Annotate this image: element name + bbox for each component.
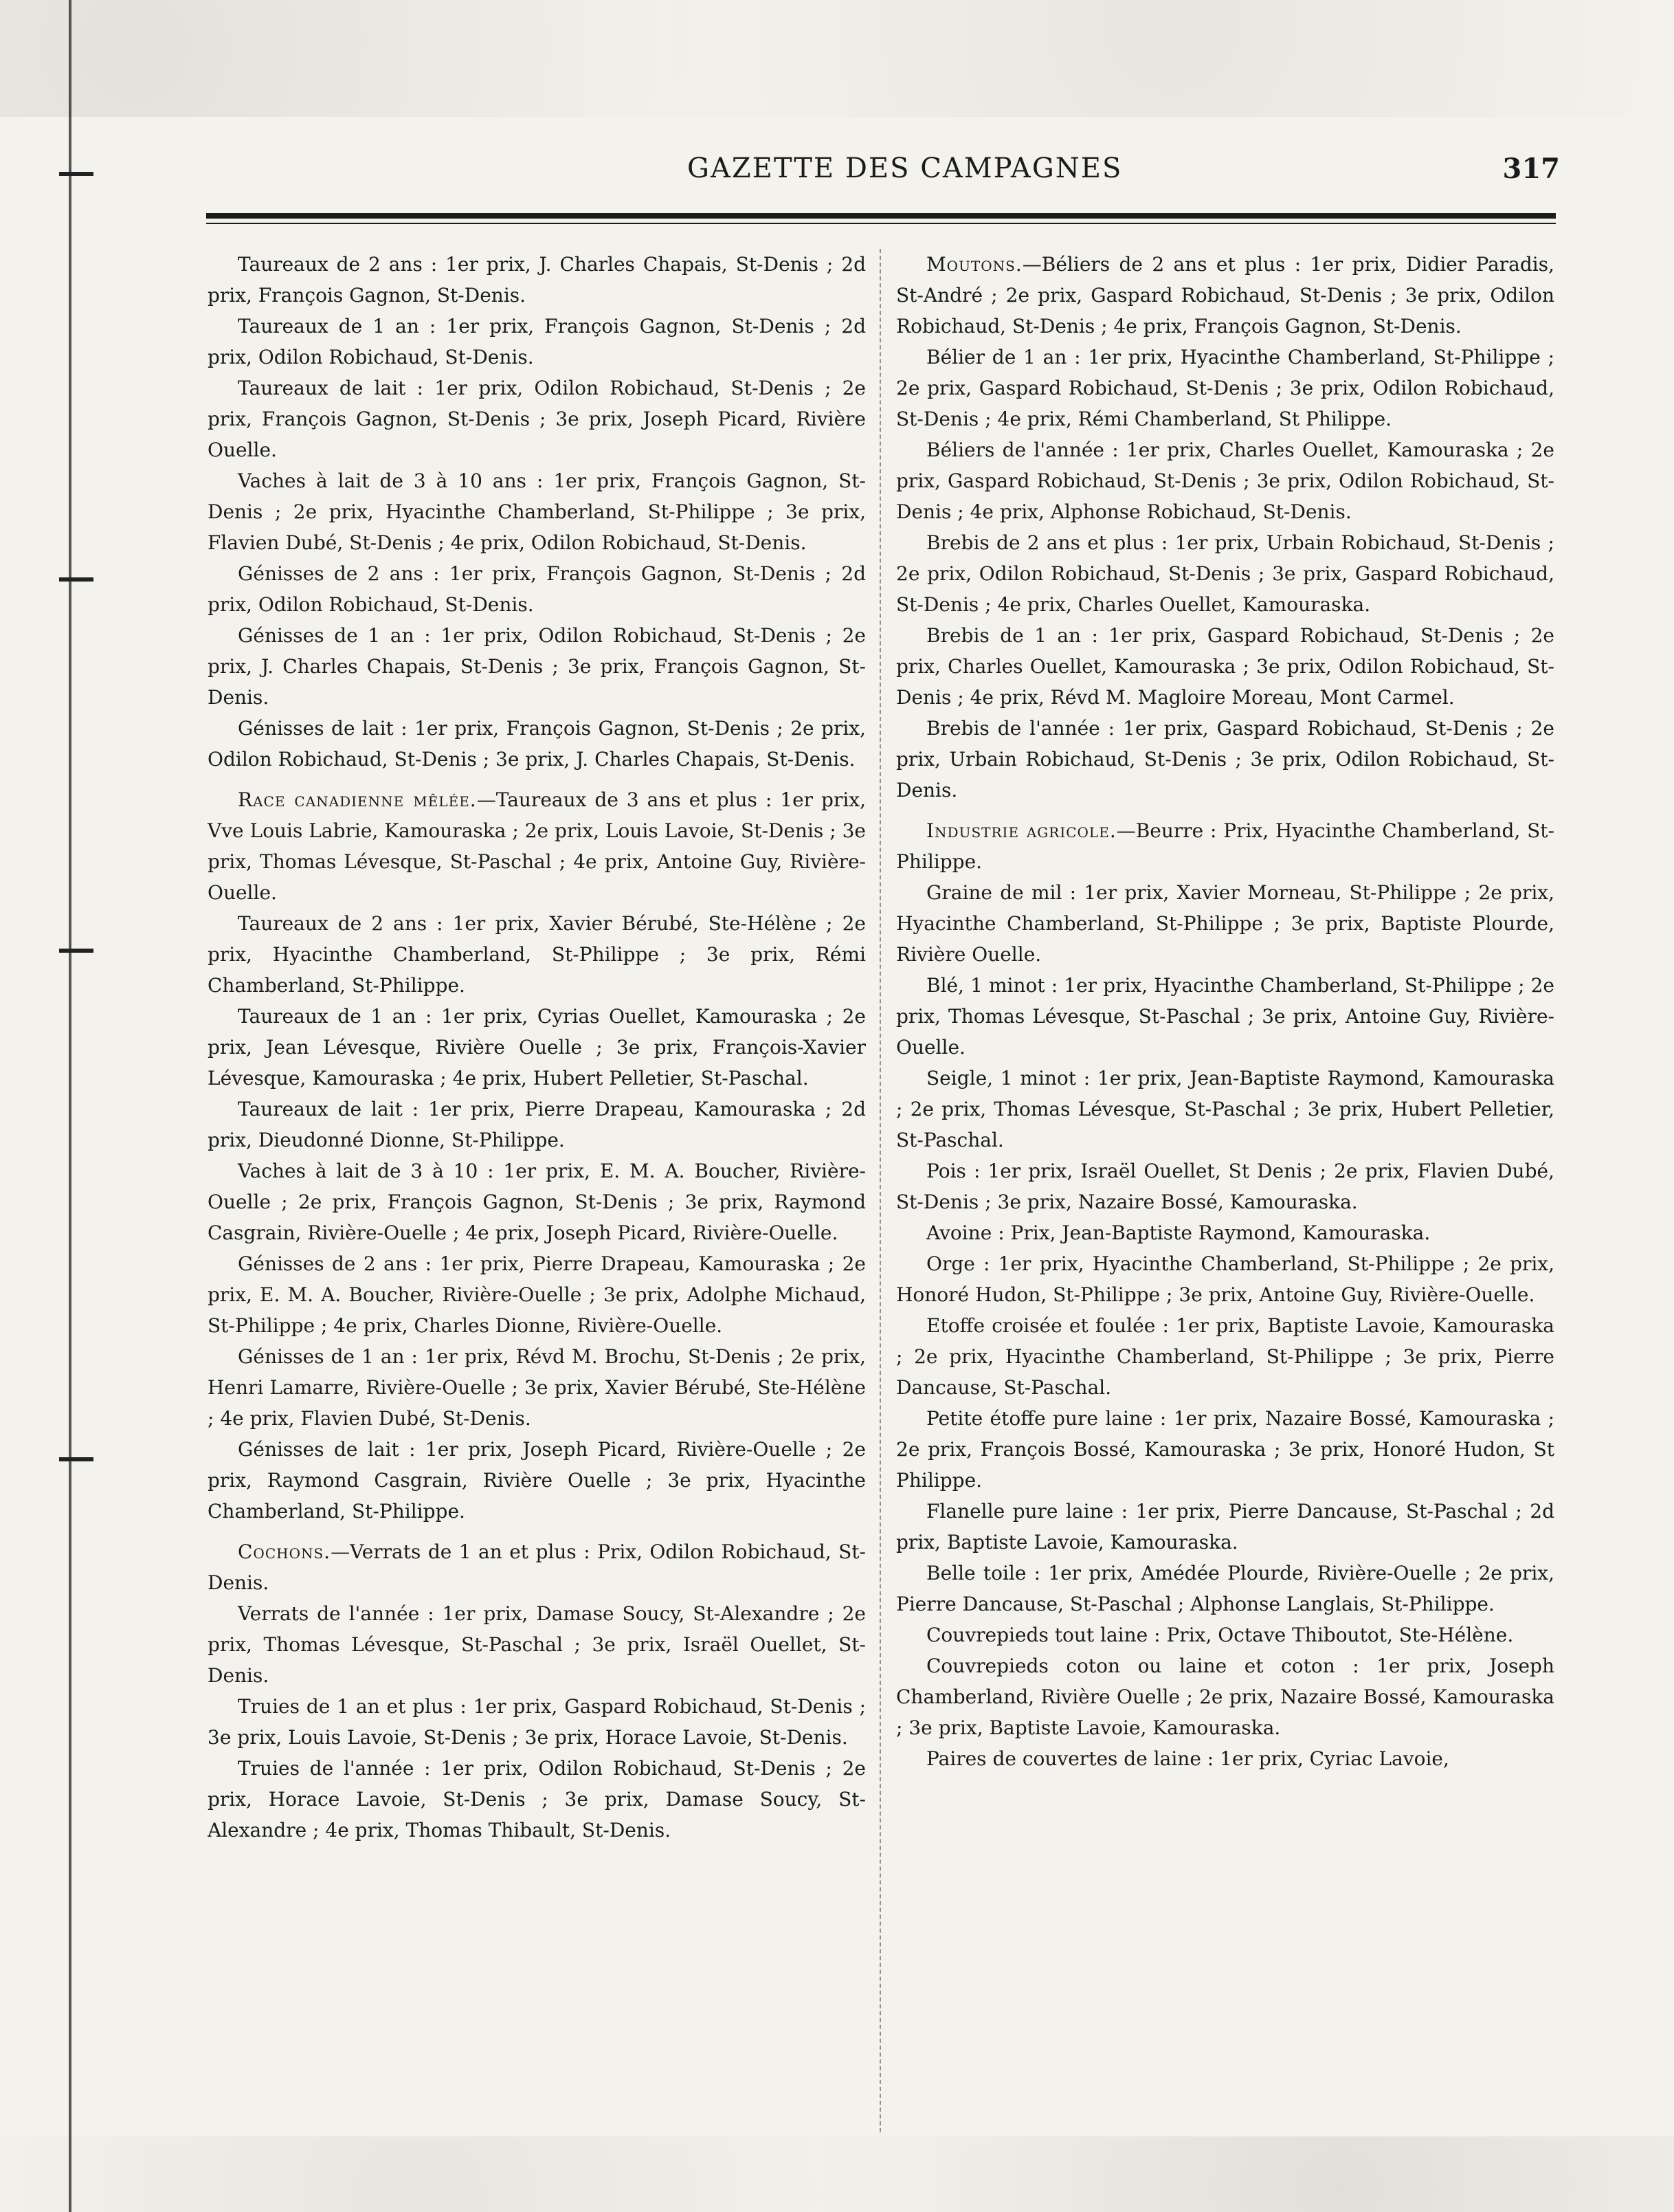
paragraph-text: Belle toile : 1er prix, Amédée Plourde, Rivière-Ouelle ; 2e prix, Pierre Dancause, St-Paschal ; Alphonse Langlais, St-Philippe.	[896, 1562, 1554, 1615]
binding-edge	[69, 0, 87, 2212]
paragraph-text: Bélier de 1 an : 1er prix, Hyacinthe Chamberland, St-Philippe ; 2e prix, Gaspard Robichaud, St-Denis ; 3e prix, Odilon Robichaud, St-Denis ; 4e prix, Rémi Chamberland, St Philippe.	[896, 346, 1554, 430]
paragraph	[208, 1691, 866, 1753]
paragraph	[208, 1598, 866, 1691]
paragraph-text: Brebis de 2 ans et plus : 1er prix, Urbain Robichaud, St-Denis ; 2e prix, Odilon Robichaud, St-Denis ; 3e prix, Gaspard Robichaud, St-Denis ; 4e prix, Charles Ouellet, Kamouraska.	[896, 531, 1554, 616]
paragraph-text: —Verrats de 1 an et plus : Prix, Odilon Robichaud, St-Denis.	[208, 1540, 866, 1594]
paragraph-text: Seigle, 1 minot : 1er prix, Jean-Baptiste Raymond, Kamouraska ; 2e prix, Thomas Lévesque, St-Paschal ; 3e prix, Hubert Pelletier, St-Paschal.	[896, 1067, 1554, 1151]
paragraph	[208, 1155, 866, 1248]
paragraph-text: Pois : 1er prix, Israël Ouellet, St Denis ; 2e prix, Flavien Dubé, St-Denis ; 3e prix, Nazaire Bossé, Kamouraska.	[896, 1160, 1554, 1213]
paragraph	[208, 1248, 866, 1341]
paragraph	[208, 465, 866, 558]
paragraph-text: Etoffe croisée et foulée : 1er prix, Baptiste Lavoie, Kamouraska ; 2e prix, Hyacinthe Chamberland, St-Philippe ; 3e prix, Pierre Dancause, St-Paschal.	[896, 1314, 1554, 1399]
running-title: GAZETTE DES CAMPAGNES	[687, 153, 1123, 184]
right-column	[896, 249, 1554, 2146]
paragraph	[896, 1310, 1554, 1403]
binding-mark	[59, 1457, 93, 1461]
paragraph	[208, 620, 866, 713]
section-heading: Race canadienne mêlée.	[238, 788, 477, 811]
binding-mark	[59, 949, 93, 953]
scan-speckle-bottom	[0, 2136, 1674, 2212]
paragraph	[208, 1434, 866, 1527]
paragraph-text: Taureaux de 2 ans : 1er prix, J. Charles Chapais, St-Denis ; 2d prix, François Gagnon, St-Denis.	[208, 253, 866, 307]
paragraph	[896, 1155, 1554, 1217]
paragraph	[896, 815, 1554, 877]
paragraph-text: —Béliers de 2 ans et plus : 1er prix, Didier Paradis, St-André ; 2e prix, Gaspard Robichaud, St-Denis ; 3e prix, Odilon Robichaud, St-Denis ; 4e prix, François Gagnon, St-Denis.	[896, 253, 1554, 338]
paragraph	[896, 1063, 1554, 1155]
paragraph	[896, 1619, 1554, 1650]
paragraph-text: —Taureaux de 3 ans et plus : 1er prix, Vve Louis Labrie, Kamouraska ; 2e prix, Louis Lavoie, St-Denis ; 3e prix, Thomas Lévesque, St-Paschal ; 4e prix, Antoine Guy, Rivière-Ouelle.	[208, 788, 866, 904]
paragraph-text: Taureaux de 1 an : 1er prix, François Gagnon, St-Denis ; 2d prix, Odilon Robichaud, St-Denis.	[208, 315, 866, 368]
paragraph	[896, 713, 1554, 806]
paragraph-text: Avoine : Prix, Jean-Baptiste Raymond, Kamouraska.	[926, 1221, 1431, 1244]
paragraph-text: Vaches à lait de 3 à 10 ans : 1er prix, François Gagnon, St-Denis ; 2e prix, Hyacinthe Chamberland, St-Philippe ; 3e prix, Flavien Dubé, St-Denis ; 4e prix, Odilon Robichaud, St-Denis.	[208, 469, 866, 554]
page-header	[213, 153, 1560, 194]
paragraph-text: Graine de mil : 1er prix, Xavier Morneau, St-Philippe ; 2e prix, Hyacinthe Chamberland, St-Philippe ; 3e prix, Baptiste Plourde, Rivière Ouelle.	[896, 881, 1554, 966]
paragraph-text: Paires de couvertes de laine : 1er prix, Cyriac Lavoie,	[926, 1747, 1449, 1770]
paragraph	[896, 620, 1554, 713]
paragraph	[896, 1217, 1554, 1248]
paragraph-text: Couvrepieds coton ou laine et coton : 1er prix, Joseph Chamberland, Rivière Ouelle ; 2e prix, Nazaire Bossé, Kamouraska ; 3e prix, Baptiste Lavoie, Kamouraska.	[896, 1655, 1554, 1739]
paragraph-text: Taureaux de lait : 1er prix, Pierre Drapeau, Kamouraska ; 2d prix, Dieudonné Dionne, St-Philippe.	[208, 1098, 866, 1151]
paragraph	[896, 1496, 1554, 1558]
paragraph-text: Verrats de l'année : 1er prix, Damase Soucy, St-Alexandre ; 2e prix, Thomas Lévesque, St-Paschal ; 3e prix, Israël Ouellet, St-Denis.	[208, 1602, 866, 1687]
scan-speckle-top	[0, 0, 1674, 117]
paragraph	[208, 784, 866, 908]
header-rule-thin	[206, 223, 1556, 224]
paragraph	[896, 342, 1554, 434]
paragraph-text: Couvrepieds tout laine : Prix, Octave Thiboutot, Ste-Hélène.	[926, 1624, 1514, 1646]
paragraph-text: Orge : 1er prix, Hyacinthe Chamberland, St-Philippe ; 2e prix, Honoré Hudon, St-Philippe ; 3e prix, Antoine Guy, Rivière-Ouelle.	[896, 1252, 1554, 1306]
paragraph-text: Taureaux de 2 ans : 1er prix, Xavier Bérubé, Ste-Hélène ; 2e prix, Hyacinthe Chamberland, St-Philippe ; 3e prix, Rémi Chamberland, St-Philippe.	[208, 912, 866, 997]
paragraph	[208, 1753, 866, 1846]
paragraph-text: Génisses de 2 ans : 1er prix, Pierre Drapeau, Kamouraska ; 2e prix, E. M. A. Boucher, Rivière-Ouelle ; 3e prix, Adolphe Michaud, St-Philippe ; 4e prix, Charles Dionne, Rivière-Ouelle.	[208, 1252, 866, 1337]
paragraph	[896, 527, 1554, 620]
binding-mark	[59, 172, 93, 176]
section-heading: Moutons.	[926, 253, 1023, 276]
paragraph	[896, 249, 1554, 342]
paragraph	[896, 877, 1554, 970]
paragraph-text: Taureaux de lait : 1er prix, Odilon Robichaud, St-Denis ; 2e prix, François Gagnon, St-Denis ; 3e prix, Joseph Picard, Rivière Ouelle.	[208, 377, 866, 461]
paragraph-text: Flanelle pure laine : 1er prix, Pierre Dancause, St-Paschal ; 2d prix, Baptiste Lavoie, Kamouraska.	[896, 1500, 1554, 1553]
section-heading: Cochons.	[238, 1540, 331, 1563]
header-rule-thick	[206, 213, 1556, 219]
paragraph-text: Truies de l'année : 1er prix, Odilon Robichaud, St-Denis ; 2e prix, Horace Lavoie, St-Denis ; 3e prix, Damase Soucy, St-Alexandre ; 4e prix, Thomas Thibault, St-Denis.	[208, 1757, 866, 1842]
paragraph	[208, 311, 866, 373]
left-column	[208, 249, 866, 2146]
paragraph-text: Béliers de l'année : 1er prix, Charles Ouellet, Kamouraska ; 2e prix, Gaspard Robichaud, St-Denis ; 3e prix, Odilon Robichaud, St-Denis ; 4e prix, Alphonse Robichaud, St-Denis.	[896, 439, 1554, 523]
paragraph-text: Vaches à lait de 3 à 10 : 1er prix, E. M. A. Boucher, Rivière-Ouelle ; 2e prix, François Gagnon, St-Denis ; 3e prix, Raymond Casgrain, Rivière-Ouelle ; 4e prix, Joseph Picard, Rivière-Ouelle.	[208, 1160, 866, 1244]
paragraph	[896, 1403, 1554, 1496]
column-divider	[880, 249, 881, 2132]
paragraph-text: Taureaux de 1 an : 1er prix, Cyrias Ouellet, Kamouraska ; 2e prix, Jean Lévesque, Rivière Ouelle ; 3e prix, François-Xavier Lévesque, Kamouraska ; 4e prix, Hubert Pelletier, St-Paschal.	[208, 1005, 866, 1090]
paragraph	[208, 1341, 866, 1434]
paragraph	[208, 713, 866, 775]
paragraph-text: Blé, 1 minot : 1er prix, Hyacinthe Chamberland, St-Philippe ; 2e prix, Thomas Lévesque, St-Paschal ; 3e prix, Antoine Guy, Rivière-Ouelle.	[896, 974, 1554, 1059]
paragraph	[208, 1094, 866, 1155]
section-heading: Industrie agricole.	[926, 819, 1117, 842]
paragraph-text: Petite étoffe pure laine : 1er prix, Nazaire Bossé, Kamouraska ; 2e prix, François Bossé, Kamouraska ; 3e prix, Honoré Hudon, St Philippe.	[896, 1407, 1554, 1492]
paragraph	[208, 249, 866, 311]
paragraph	[896, 1558, 1554, 1619]
paragraph	[208, 558, 866, 620]
paragraph	[896, 1743, 1554, 1774]
paragraph	[896, 434, 1554, 527]
paragraph	[208, 908, 866, 1001]
paragraph-text: Brebis de 1 an : 1er prix, Gaspard Robichaud, St-Denis ; 2e prix, Charles Ouellet, Kamouraska ; 3e prix, Odilon Robichaud, St-Denis ; 4e prix, Révd M. Magloire Moreau, Mont Carmel.	[896, 624, 1554, 709]
paragraph-text: Génisses de 1 an : 1er prix, Odilon Robichaud, St-Denis ; 2e prix, J. Charles Chapais, St-Denis ; 3e prix, François Gagnon, St-Denis.	[208, 624, 866, 709]
paragraph	[896, 1650, 1554, 1743]
paragraph-text: Truies de 1 an et plus : 1er prix, Gaspard Robichaud, St-Denis ; 3e prix, Louis Lavoie, St-Denis ; 3e prix, Horace Lavoie, St-Denis.	[208, 1695, 866, 1749]
paragraph	[896, 1248, 1554, 1310]
binding-mark	[59, 577, 93, 582]
paragraph-text: Génisses de lait : 1er prix, Joseph Picard, Rivière-Ouelle ; 2e prix, Raymond Casgrain, Rivière Ouelle ; 3e prix, Hyacinthe Chamberland, St-Philippe.	[208, 1438, 866, 1523]
page-number: 317	[1502, 153, 1560, 185]
paragraph-text: Génisses de lait : 1er prix, François Gagnon, St-Denis ; 2e prix, Odilon Robichaud, St-Denis ; 3e prix, J. Charles Chapais, St-Denis.	[208, 717, 866, 771]
paragraph	[208, 1536, 866, 1598]
paragraph	[208, 373, 866, 465]
paragraph-text: —Beurre : Prix, Hyacinthe Chamberland, St-Philippe.	[896, 819, 1554, 873]
paragraph	[208, 1001, 866, 1094]
paragraph-text: Brebis de l'année : 1er prix, Gaspard Robichaud, St-Denis ; 2e prix, Urbain Robichaud, St-Denis ; 3e prix, Odilon Robichaud, St-Denis.	[896, 717, 1554, 801]
paragraph-text: Génisses de 1 an : 1er prix, Révd M. Brochu, St-Denis ; 2e prix, Henri Lamarre, Rivière-Ouelle ; 3e prix, Xavier Bérubé, Ste-Hélène ; 4e prix, Flavien Dubé, St-Denis.	[208, 1345, 866, 1430]
paragraph	[896, 970, 1554, 1063]
paragraph-text: Génisses de 2 ans : 1er prix, François Gagnon, St-Denis ; 2d prix, Odilon Robichaud, St-Denis.	[208, 562, 866, 616]
